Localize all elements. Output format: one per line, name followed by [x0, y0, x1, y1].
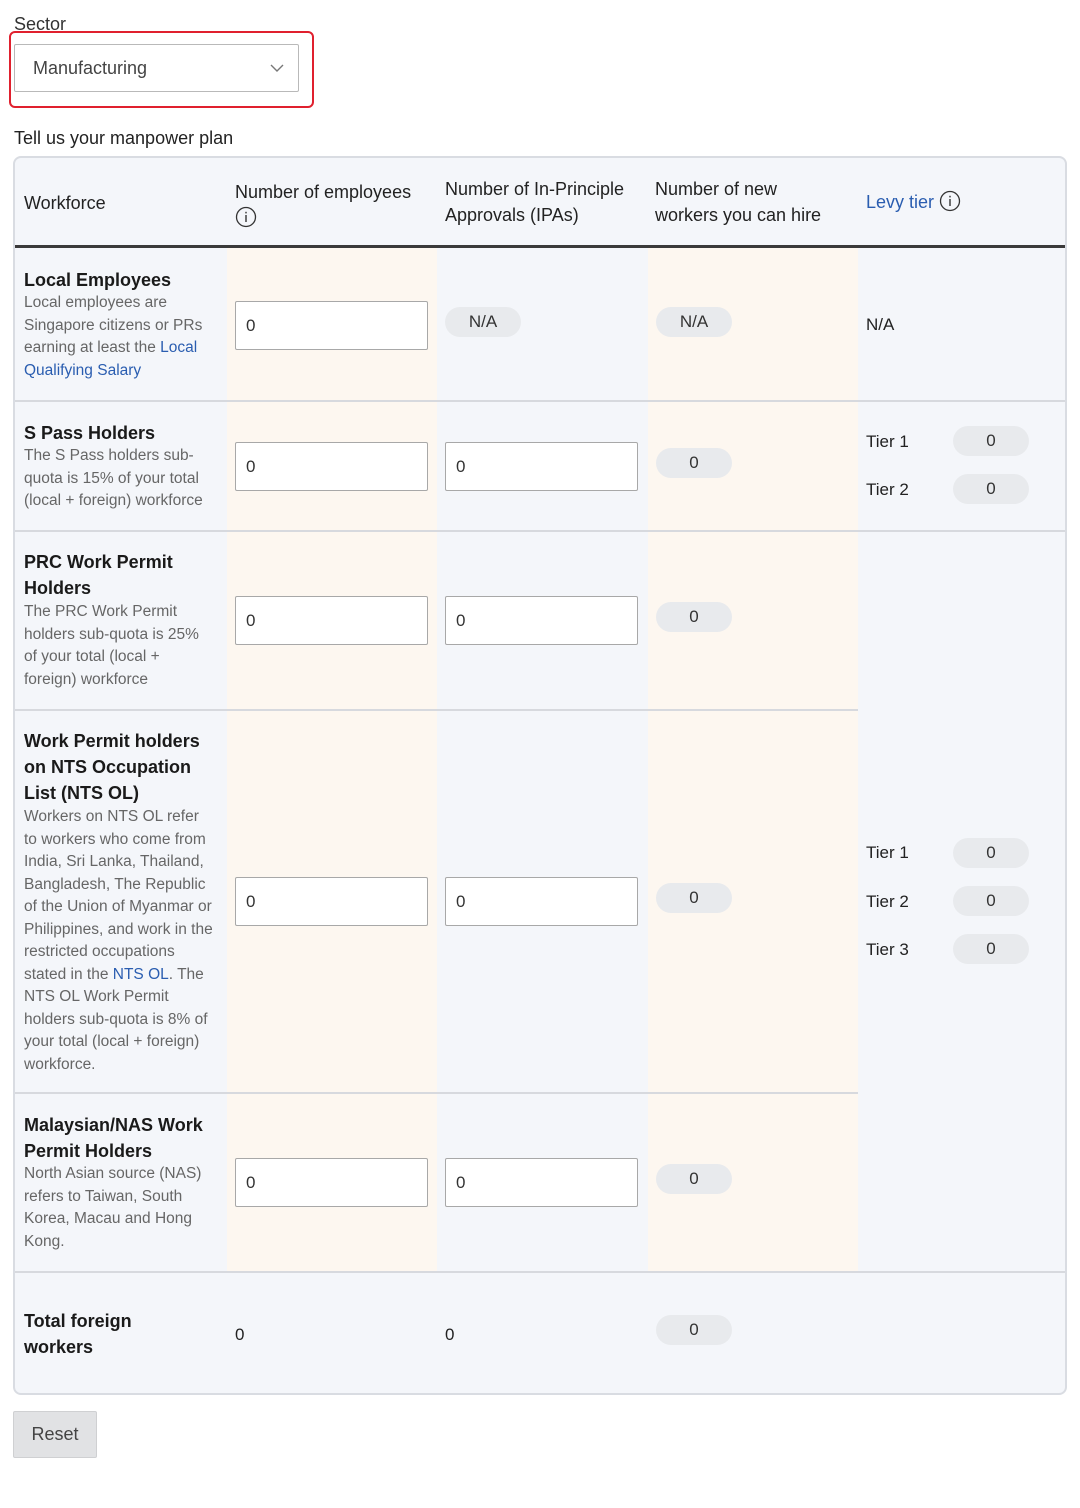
- spass-tier1-label: Tier 1: [866, 432, 909, 451]
- wp-tier2-label: Tier 2: [866, 892, 909, 911]
- chevron-down-icon: [270, 61, 284, 75]
- sector-label: Sector: [14, 14, 67, 34]
- nts-ipas-input[interactable]: [445, 877, 638, 926]
- row-nts-desc-pre: Workers on NTS OL refer to workers who come from India, Sri Lanka, Thailand, Bangladesh, The Republic of the Union of Myanmar or Philippines, and work in the restricted occupations stated in the: [24, 808, 213, 983]
- prc-ipas-input[interactable]: [445, 596, 638, 645]
- wp-tier3-label: Tier 3: [866, 940, 909, 959]
- malaysian-ipas-input[interactable]: [445, 1158, 638, 1207]
- wp-tier3-value: 0: [953, 934, 1029, 964]
- spass-new-workers-pill: 0: [656, 448, 732, 478]
- prc-new-workers-pill: 0: [656, 602, 732, 632]
- table-header: [15, 158, 1065, 248]
- nts-ol-link[interactable]: NTS OL: [112, 965, 169, 983]
- row-prc-desc: The PRC Work Permit holders sub-quota is 25% of your total (local + foreign) workforce: [24, 603, 199, 688]
- row-separator: [15, 709, 858, 711]
- local-employees-input[interactable]: [235, 301, 428, 350]
- header-employees: [235, 179, 435, 231]
- local-qualifying-salary-link[interactable]: Local Qualifying Salary: [24, 339, 198, 379]
- spass-ipas-input[interactable]: [445, 442, 638, 491]
- row-malaysian-title: Malaysian/NAS Work Permit Holders: [24, 1115, 203, 1161]
- nts-employees-input[interactable]: [235, 877, 428, 926]
- malaysian-new-workers-pill: 0: [656, 1164, 732, 1194]
- row-nts-desc: [24, 806, 216, 1076]
- row-separator: [15, 1092, 858, 1094]
- prc-employees-input[interactable]: [235, 596, 428, 645]
- row-total-title: Total foreign workers: [24, 1311, 132, 1357]
- manpower-plan-title: Tell us your manpower plan: [14, 128, 234, 148]
- local-ipas-pill: N/A: [445, 307, 521, 337]
- spass-tier1-value: 0: [953, 426, 1029, 456]
- levy-tier-link[interactable]: Levy tier: [866, 192, 935, 212]
- header-workforce: Workforce: [24, 193, 106, 213]
- header-ipas: Number of In-Principle Approvals (IPAs): [445, 179, 625, 225]
- row-local-title: Local Employees: [24, 270, 172, 290]
- spass-employees-input[interactable]: [235, 442, 428, 491]
- row-separator: [15, 530, 1065, 532]
- manpower-plan-table: [13, 156, 1067, 1395]
- sector-select[interactable]: [14, 44, 299, 92]
- row-prc-title: PRC Work Permit Holders: [24, 552, 173, 598]
- nts-new-workers-pill: 0: [656, 883, 732, 913]
- header-employees-text: Number of employees: [235, 182, 412, 202]
- total-ipas-value: 0: [445, 1325, 455, 1344]
- row-spass-desc: The S Pass holders sub-quota is 15% of your total (local + foreign) workforce: [24, 447, 203, 509]
- total-new-workers-pill: 0: [656, 1315, 732, 1345]
- row-separator: [15, 400, 1065, 402]
- spass-tier2-label: Tier 2: [866, 480, 909, 499]
- wp-tier2-value: 0: [953, 886, 1029, 916]
- local-levy-value: N/A: [866, 315, 895, 334]
- malaysian-employees-input[interactable]: [235, 1158, 428, 1207]
- row-malaysian-desc: North Asian source (NAS) refers to Taiwan, South Korea, Macau and Hong Kong.: [24, 1165, 202, 1250]
- wp-tier1-label: Tier 1: [866, 843, 909, 862]
- header-levy-tier[interactable]: [866, 189, 961, 215]
- row-spass-title: S Pass Holders: [24, 423, 156, 443]
- row-local-desc: [24, 292, 216, 382]
- spass-tier2-value: 0: [953, 474, 1029, 504]
- info-icon[interactable]: [235, 206, 257, 228]
- row-nts-title: Work Permit holders on NTS Occupation List (NTS OL): [24, 731, 200, 803]
- wp-tier1-value: 0: [953, 838, 1029, 868]
- local-new-workers-pill: N/A: [656, 307, 732, 337]
- sector-select-value: Manufacturing: [33, 57, 148, 78]
- row-local-desc-text: Local employees are Singapore citizens or PRs earning at least the: [24, 294, 203, 356]
- info-icon[interactable]: [939, 190, 961, 212]
- row-nts-desc-post: . The NTS OL Work Permit holders sub-quota is 8% of your total (local + foreign) workforce.: [24, 965, 208, 1073]
- row-separator: [15, 1271, 1065, 1273]
- total-employees-value: 0: [235, 1325, 245, 1344]
- reset-button[interactable]: Reset: [13, 1411, 97, 1458]
- header-new-workers: Number of new workers you can hire: [655, 179, 822, 225]
